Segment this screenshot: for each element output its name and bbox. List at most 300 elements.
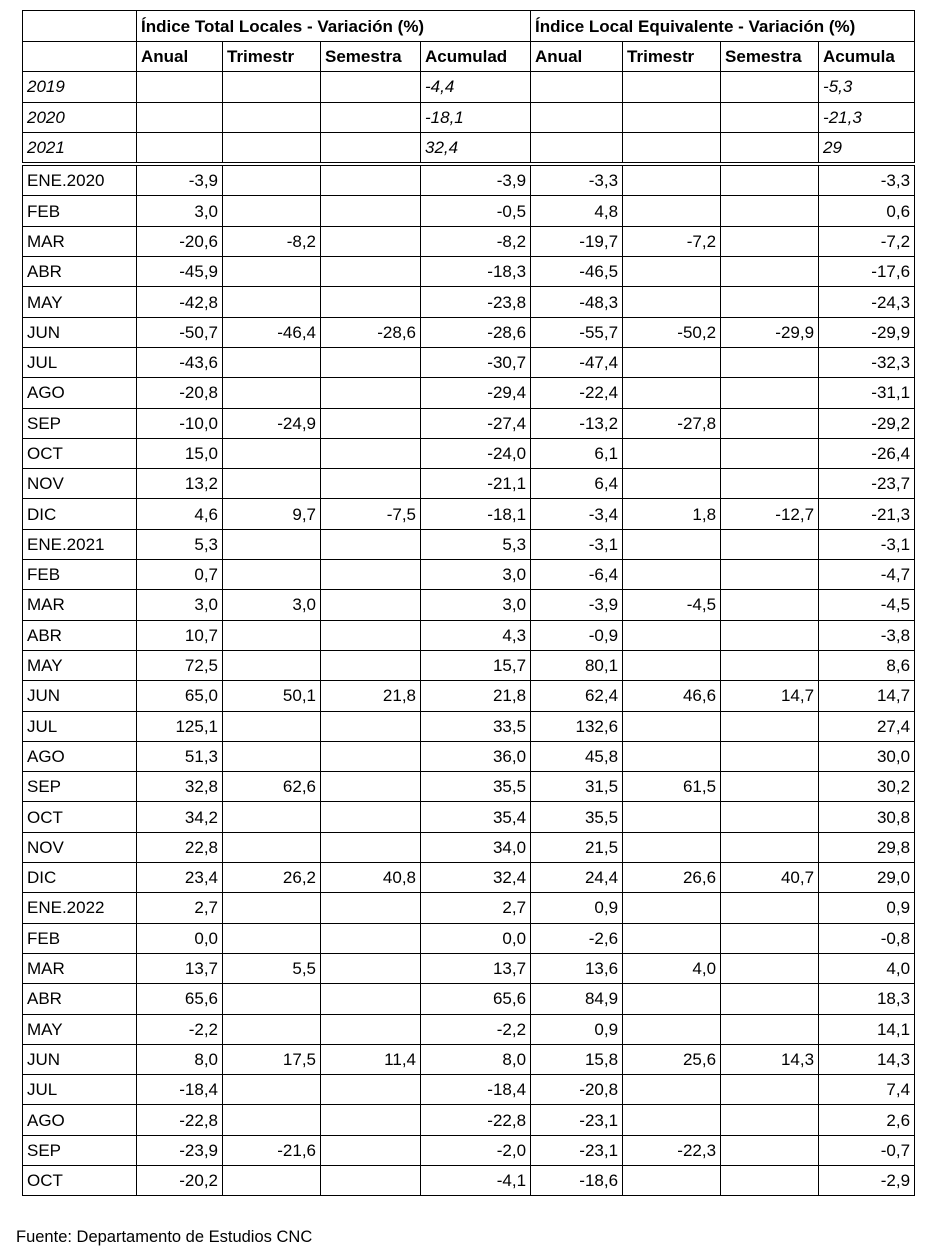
data-cell [623,620,721,650]
data-cell: -22,8 [137,1105,223,1135]
data-cell: -23,8 [421,287,531,317]
data-cell [721,529,819,559]
data-cell: 22,8 [137,832,223,862]
data-cell: -24,0 [421,438,531,468]
table-row [23,741,915,771]
data-cell [721,893,819,923]
data-cell: 30,0 [819,741,915,771]
data-cell: 13,7 [421,953,531,983]
data-cell: 13,6 [531,953,623,983]
row-label: OCT [23,802,137,832]
data-cell: -4,7 [819,560,915,590]
column-header: Semestra [721,42,819,72]
row-label: JUL [23,1075,137,1105]
data-cell: 10,7 [137,620,223,650]
data-cell: -3,3 [531,164,623,196]
data-cell: -8,2 [223,226,321,256]
data-cell: -2,2 [421,1014,531,1044]
data-cell: -22,8 [421,1105,531,1135]
row-label: ENE.2022 [23,893,137,923]
data-cell: -21,3 [819,499,915,529]
data-cell: 14,1 [819,1014,915,1044]
data-cell [321,287,421,317]
row-label: MAY [23,287,137,317]
data-cell: 29,8 [819,832,915,862]
table-row [23,832,915,862]
data-cell [321,529,421,559]
data-cell: 5,3 [137,529,223,559]
data-cell [321,923,421,953]
data-cell: 72,5 [137,650,223,680]
row-label: AGO [23,378,137,408]
data-cell [721,772,819,802]
table-row [23,164,915,196]
data-cell: -47,4 [531,347,623,377]
data-cell: 15,8 [531,1044,623,1074]
data-cell: -3,8 [819,620,915,650]
data-cell: -20,8 [137,378,223,408]
data-cell [223,287,321,317]
column-header: Semestra [321,42,421,72]
data-cell [623,832,721,862]
row-label: ABR [23,984,137,1014]
row-label: MAR [23,590,137,620]
data-cell [223,893,321,923]
data-cell: 45,8 [531,741,623,771]
table-row [23,469,915,499]
data-cell [623,1075,721,1105]
corner-cell [23,42,137,72]
row-label: OCT [23,438,137,468]
data-cell: -18,6 [531,1165,623,1195]
data-cell [721,378,819,408]
data-cell: 34,2 [137,802,223,832]
data-cell [721,287,819,317]
data-cell: 11,4 [321,1044,421,1074]
data-cell: -7,2 [819,226,915,256]
data-cell [223,650,321,680]
year-label: 2021 [23,132,137,164]
data-cell [721,1165,819,1195]
data-cell [721,1105,819,1135]
data-cell: 0,0 [137,923,223,953]
data-cell: -3,9 [531,590,623,620]
data-cell [321,802,421,832]
row-label: AGO [23,1105,137,1135]
data-cell: 34,0 [421,832,531,862]
data-cell: -21,1 [421,469,531,499]
data-cell: -42,8 [137,287,223,317]
data-cell [721,469,819,499]
data-cell: 3,0 [421,590,531,620]
data-cell: 4,0 [819,953,915,983]
table-row [23,560,915,590]
data-cell: -4,1 [421,1165,531,1195]
data-cell: 7,4 [819,1075,915,1105]
data-cell: 14,3 [721,1044,819,1074]
data-cell [223,984,321,1014]
row-label: OCT [23,1165,137,1195]
data-cell: -24,3 [819,287,915,317]
data-cell: -45,9 [137,257,223,287]
data-cell: -32,3 [819,347,915,377]
data-cell [321,378,421,408]
table-row [23,196,915,226]
data-cell: -20,8 [531,1075,623,1105]
data-cell: -24,9 [223,408,321,438]
data-cell [721,984,819,1014]
data-cell: 0,6 [819,196,915,226]
table-row [23,953,915,983]
row-label: JUL [23,711,137,741]
row-label: JUN [23,681,137,711]
table-row [23,226,915,256]
data-cell [321,469,421,499]
data-cell: 36,0 [421,741,531,771]
data-cell: 13,2 [137,469,223,499]
data-cell [623,438,721,468]
data-cell [223,711,321,741]
data-cell: 50,1 [223,681,321,711]
data-cell: 26,6 [623,863,721,893]
data-cell [721,438,819,468]
year-acum-total: -4,4 [421,72,531,102]
table-row [23,287,915,317]
data-cell: -13,2 [531,408,623,438]
data-cell: -20,6 [137,226,223,256]
data-cell: 0,9 [531,893,623,923]
data-cell: 5,3 [421,529,531,559]
table-row [23,1014,915,1044]
data-cell [321,893,421,923]
sub-header-row [23,42,915,72]
year-row [23,102,915,132]
data-cell [321,1165,421,1195]
data-cell: 0,9 [819,893,915,923]
data-cell [223,1014,321,1044]
column-header: Acumulad [421,42,531,72]
row-label: MAR [23,953,137,983]
data-cell: 9,7 [223,499,321,529]
data-cell: -3,9 [137,164,223,196]
data-cell: 4,3 [421,620,531,650]
data-cell: 21,5 [531,832,623,862]
data-cell [721,741,819,771]
row-label: ENE.2020 [23,164,137,196]
data-cell: 14,3 [819,1044,915,1074]
data-cell: 6,1 [531,438,623,468]
data-cell: 31,5 [531,772,623,802]
data-cell [321,953,421,983]
data-cell [223,923,321,953]
data-cell: -22,3 [623,1135,721,1165]
data-cell: -28,6 [421,317,531,347]
table-row [23,984,915,1014]
table-row [23,257,915,287]
data-cell: 33,5 [421,711,531,741]
data-cell [721,923,819,953]
table-row [23,893,915,923]
data-cell: -46,4 [223,317,321,347]
data-cell [623,802,721,832]
data-cell: 80,1 [531,650,623,680]
data-cell: -23,9 [137,1135,223,1165]
row-label: MAY [23,1014,137,1044]
data-cell: -29,4 [421,378,531,408]
data-cell: -50,7 [137,317,223,347]
data-cell [623,923,721,953]
data-cell: 51,3 [137,741,223,771]
data-cell: -3,3 [819,164,915,196]
data-cell [321,164,421,196]
data-cell: 8,0 [137,1044,223,1074]
data-cell [721,953,819,983]
data-cell [223,347,321,377]
data-cell [321,1105,421,1135]
data-cell: 3,0 [137,590,223,620]
row-label: ABR [23,620,137,650]
data-cell [721,408,819,438]
data-cell [721,711,819,741]
data-cell: -10,0 [137,408,223,438]
data-cell: -2,6 [531,923,623,953]
data-cell: 24,4 [531,863,623,893]
table-row [23,408,915,438]
data-cell [623,257,721,287]
column-header: Anual [137,42,223,72]
data-cell: -31,1 [819,378,915,408]
data-cell: -29,9 [819,317,915,347]
row-label: NOV [23,469,137,499]
data-cell: -48,3 [531,287,623,317]
data-cell [321,347,421,377]
data-cell: 18,3 [819,984,915,1014]
table-row [23,1044,915,1074]
data-cell [321,984,421,1014]
data-cell: -26,4 [819,438,915,468]
data-cell: -23,1 [531,1105,623,1135]
data-cell: -3,9 [421,164,531,196]
data-cell: -0,9 [531,620,623,650]
column-header: Trimestr [223,42,321,72]
data-cell [721,1014,819,1044]
source-note: Fuente: Departamento de Estudios CNC [16,1228,313,1246]
data-cell: -17,6 [819,257,915,287]
data-cell: 0,0 [421,923,531,953]
row-label: JUN [23,317,137,347]
data-cell [721,164,819,196]
data-cell: 46,6 [623,681,721,711]
data-cell: 26,2 [223,863,321,893]
data-cell: 21,8 [321,681,421,711]
data-cell [321,226,421,256]
data-cell: 6,4 [531,469,623,499]
data-cell [321,560,421,590]
table-row [23,802,915,832]
data-cell [321,1135,421,1165]
row-label: MAR [23,226,137,256]
data-cell [623,378,721,408]
data-cell: -3,4 [531,499,623,529]
data-cell: 25,6 [623,1044,721,1074]
table-row [23,1075,915,1105]
data-cell: 35,5 [421,772,531,802]
row-label: ABR [23,257,137,287]
data-cell: 17,5 [223,1044,321,1074]
data-cell: -43,6 [137,347,223,377]
table-row [23,711,915,741]
data-cell: -2,2 [137,1014,223,1044]
data-cell [623,469,721,499]
data-cell: 65,6 [137,984,223,1014]
data-cell [721,226,819,256]
data-cell: -30,7 [421,347,531,377]
data-cell: -4,5 [819,590,915,620]
data-cell [721,620,819,650]
table-row [23,1135,915,1165]
data-cell: 2,6 [819,1105,915,1135]
data-cell [321,620,421,650]
data-cell: -3,1 [531,529,623,559]
data-cell [321,741,421,771]
row-label: DIC [23,499,137,529]
table-row [23,681,915,711]
data-cell [721,1075,819,1105]
group-header-total: Índice Total Locales - Variación (%) [137,11,531,42]
data-cell [223,802,321,832]
year-acum-equivalente: -5,3 [819,72,915,102]
data-cell: -0,8 [819,923,915,953]
row-label: MAY [23,650,137,680]
data-cell: 32,4 [421,863,531,893]
data-cell: -2,0 [421,1135,531,1165]
data-cell: 3,0 [137,196,223,226]
data-cell [321,196,421,226]
data-cell [623,1105,721,1135]
data-cell: -23,1 [531,1135,623,1165]
data-cell [321,1075,421,1105]
data-cell: 27,4 [819,711,915,741]
data-cell: 32,8 [137,772,223,802]
data-cell: 0,7 [137,560,223,590]
data-cell [623,287,721,317]
data-cell [623,196,721,226]
data-cell: 30,2 [819,772,915,802]
data-cell [223,620,321,650]
data-cell [623,347,721,377]
data-cell: -29,2 [819,408,915,438]
row-label: SEP [23,408,137,438]
year-acum-equivalente: 29 [819,132,915,164]
data-cell: 35,4 [421,802,531,832]
data-cell: 65,6 [421,984,531,1014]
data-cell [623,741,721,771]
row-label: AGO [23,741,137,771]
data-cell [223,560,321,590]
data-cell: 2,7 [137,893,223,923]
data-cell: -4,5 [623,590,721,620]
data-cell [721,257,819,287]
data-cell: 3,0 [421,560,531,590]
table-row [23,499,915,529]
data-cell [623,560,721,590]
data-cell [321,832,421,862]
data-cell: -2,9 [819,1165,915,1195]
data-cell: 23,4 [137,863,223,893]
data-cell: -20,2 [137,1165,223,1195]
column-header: Anual [531,42,623,72]
data-cell [223,832,321,862]
row-label: NOV [23,832,137,862]
data-cell [321,772,421,802]
data-cell [623,893,721,923]
data-cell [623,164,721,196]
data-cell [623,1014,721,1044]
data-cell: 15,7 [421,650,531,680]
table-row [23,378,915,408]
data-cell: -27,4 [421,408,531,438]
year-row [23,132,915,164]
data-cell [623,711,721,741]
data-cell: -23,7 [819,469,915,499]
data-cell [223,1105,321,1135]
year-acum-equivalente: -21,3 [819,102,915,132]
data-cell: -18,4 [137,1075,223,1105]
row-label: FEB [23,560,137,590]
data-cell: -8,2 [421,226,531,256]
data-cell: -29,9 [721,317,819,347]
data-cell: -50,2 [623,317,721,347]
data-cell: -18,3 [421,257,531,287]
data-cell [321,711,421,741]
row-label: JUN [23,1044,137,1074]
row-label: FEB [23,196,137,226]
data-cell: 62,6 [223,772,321,802]
data-cell: 61,5 [623,772,721,802]
data-cell: 3,0 [223,590,321,620]
data-cell: -18,1 [421,499,531,529]
data-cell: 84,9 [531,984,623,1014]
data-cell [623,1165,721,1195]
column-header: Trimestr [623,42,721,72]
data-cell [721,832,819,862]
data-cell: 14,7 [819,681,915,711]
year-label: 2019 [23,72,137,102]
row-label: SEP [23,772,137,802]
data-cell: 30,8 [819,802,915,832]
data-cell [721,1135,819,1165]
table-row [23,620,915,650]
data-cell: 8,6 [819,650,915,680]
data-cell: -6,4 [531,560,623,590]
data-cell [223,378,321,408]
data-cell: 15,0 [137,438,223,468]
data-cell: 4,0 [623,953,721,983]
data-cell [223,1075,321,1105]
data-cell: -0,7 [819,1135,915,1165]
data-cell: 14,7 [721,681,819,711]
data-cell [223,164,321,196]
data-cell: -55,7 [531,317,623,347]
data-cell [721,650,819,680]
data-cell: 62,4 [531,681,623,711]
data-cell [321,590,421,620]
data-cell: -7,2 [623,226,721,256]
table-row [23,529,915,559]
data-cell: -19,7 [531,226,623,256]
data-cell: 0,9 [531,1014,623,1044]
row-label: SEP [23,1135,137,1165]
